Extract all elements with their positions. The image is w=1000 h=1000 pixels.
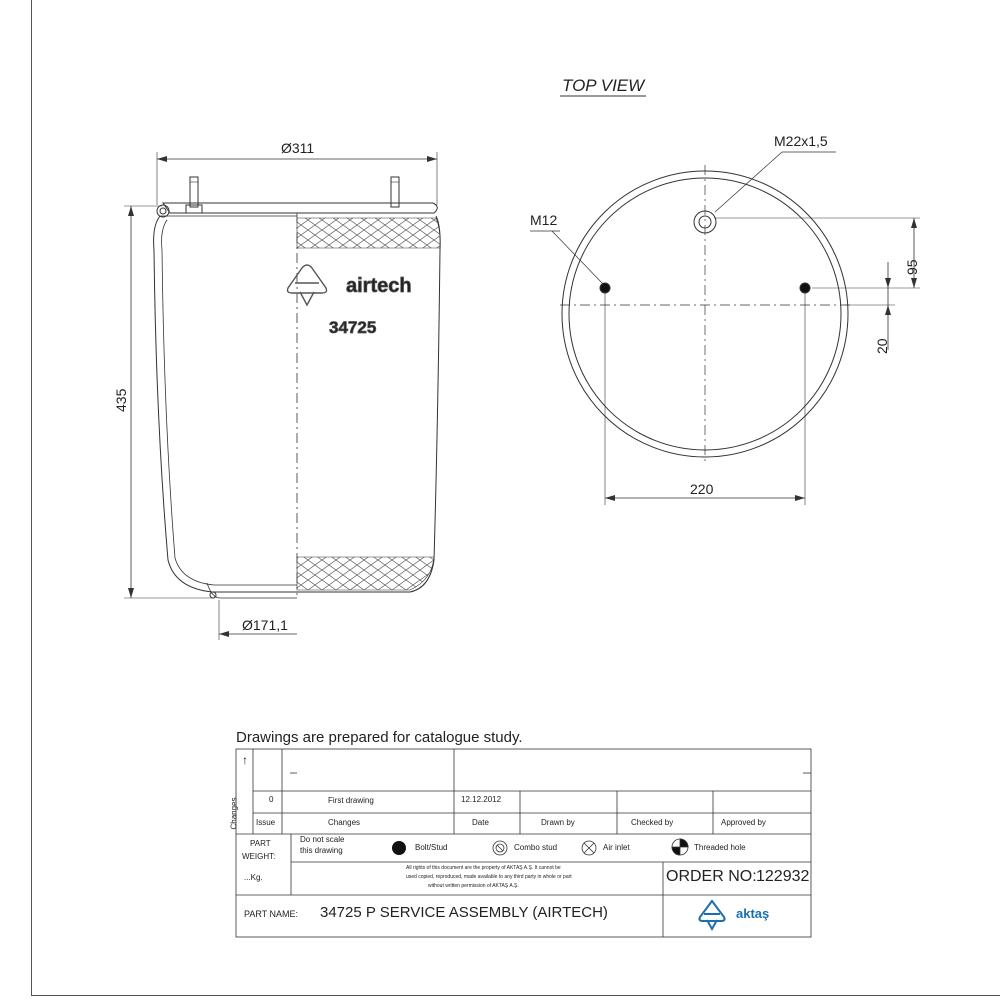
- issue-value: 0: [269, 795, 274, 804]
- brand-text: airtech: [346, 275, 412, 297]
- legend-bolt: Bolt/Stud: [415, 843, 448, 852]
- date-value: 12.12.2012: [461, 795, 502, 804]
- arrow-up-icon: ↑: [242, 753, 248, 767]
- dim-diameter-top: Ø311: [281, 140, 315, 156]
- product-number-text: 34725: [329, 318, 377, 337]
- change-value: First drawing: [328, 796, 374, 805]
- header-issue: Issue: [256, 818, 276, 827]
- dim-220: 220: [690, 481, 714, 497]
- part-weight-line1: PART: [250, 839, 271, 848]
- rights-line1: All rights of this document are the property of AKTAŞ A.Ş. It cannot be: [406, 865, 561, 871]
- order-label: ORDER NO:: [666, 868, 757, 885]
- side-view: [124, 152, 440, 640]
- do-not-scale-1: Do not scale: [300, 835, 345, 844]
- part-weight-line2: WEIGHT:: [242, 852, 276, 861]
- header-drawn-by: Drawn by: [541, 818, 575, 827]
- rights-line3: without written permission of AKTAŞ A.Ş.: [428, 883, 519, 889]
- order-value: 122932: [756, 868, 810, 885]
- header-changes: Changes: [328, 818, 361, 827]
- rights-line2: used copied, reproduced, made available to any third party in whole or part: [406, 874, 572, 880]
- airtech-logo-icon: [288, 265, 327, 305]
- dim-m22: M22x1,5: [774, 133, 828, 149]
- dim-95: 95: [904, 259, 920, 275]
- part-name-label: PART NAME:: [244, 909, 299, 919]
- part-name-value: 34725 P SERVICE ASSEMBLY (AIRTECH): [320, 904, 608, 921]
- legend-combo: Combo stud: [514, 843, 558, 852]
- weight-kg: ...Kg.: [244, 873, 263, 882]
- top-view-title: TOP VIEW: [562, 76, 645, 95]
- changes-vertical-label: Changes: [229, 797, 239, 830]
- header-approved-by: Approved by: [721, 818, 766, 827]
- do-not-scale-2: this drawing: [300, 846, 343, 855]
- aktas-logo-text: aktaş: [736, 906, 770, 921]
- dim-20: 20: [874, 338, 890, 354]
- top-view: [530, 152, 920, 505]
- catalogue-note: Drawings are prepared for catalogue study.: [236, 729, 523, 746]
- legend-air: Air inlet: [603, 843, 630, 852]
- dim-height: 435: [113, 388, 129, 412]
- legend-threaded: Threaded hole: [694, 843, 746, 852]
- dim-diameter-bottom: Ø171,1: [242, 617, 288, 633]
- dim-m12: M12: [530, 212, 558, 228]
- title-block: [229, 749, 811, 937]
- header-date: Date: [472, 818, 489, 827]
- header-checked-by: Checked by: [631, 818, 674, 827]
